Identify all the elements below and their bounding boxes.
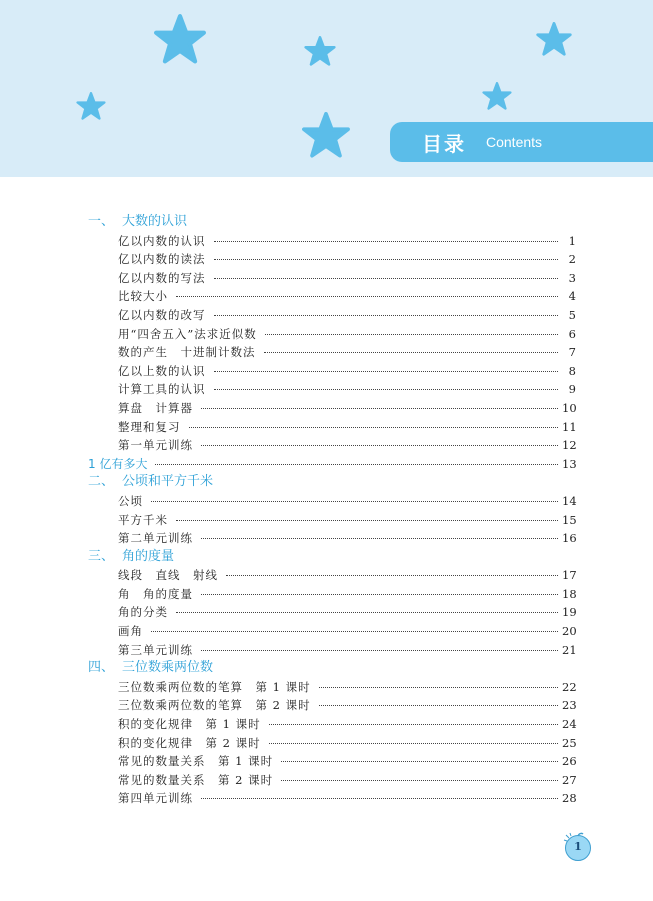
dot-leader xyxy=(176,612,558,613)
entry-label: 用“四舍五入”法求近似数 xyxy=(118,326,257,341)
dot-leader xyxy=(151,501,558,502)
entry-page: 4 xyxy=(568,289,576,304)
dot-leader xyxy=(226,575,558,576)
entry-label: 亿以内数的写法 xyxy=(118,270,206,285)
toc-entry[interactable] xyxy=(88,287,576,306)
toc-entry[interactable] xyxy=(88,232,576,251)
entry-page: 16 xyxy=(562,531,577,546)
dot-leader xyxy=(281,761,558,762)
dot-leader xyxy=(319,687,558,688)
toc-entry[interactable] xyxy=(88,362,576,381)
entry-page: 5 xyxy=(568,307,576,322)
section-title: 大数的认识 xyxy=(122,214,188,229)
entry-page: 2 xyxy=(568,252,576,267)
dot-leader xyxy=(269,724,558,725)
entry-page: 9 xyxy=(568,382,576,397)
section-number: 四、 xyxy=(88,660,115,676)
dot-leader xyxy=(151,631,558,632)
entry-page: 17 xyxy=(562,568,577,583)
entry-page: 19 xyxy=(562,605,577,620)
entry-label: 公顷 xyxy=(118,493,143,508)
star-icon xyxy=(536,22,572,56)
entry-label: 平方千米 xyxy=(118,512,168,527)
dot-leader xyxy=(319,705,558,706)
dot-leader xyxy=(214,259,559,260)
entry-label: 三位数乘两位数的笔算 第 2 课时 xyxy=(118,698,311,713)
section-heading[interactable] xyxy=(88,213,576,232)
section-title: 三位数乘两位数 xyxy=(122,660,214,676)
entry-page: 15 xyxy=(562,512,577,527)
dot-leader xyxy=(265,334,558,335)
dot-leader xyxy=(189,427,559,428)
toc-entry[interactable] xyxy=(88,399,576,418)
dot-leader xyxy=(214,371,559,372)
entry-label: 整理和复习 xyxy=(118,419,181,434)
entry-label: 数的产生 十进制计数法 xyxy=(118,345,256,360)
entry-label: 亿以内数的认识 xyxy=(118,233,206,248)
toc-entry[interactable] xyxy=(88,269,576,288)
entry-label: 画角 xyxy=(118,624,143,639)
section-title: 角的度量 xyxy=(122,548,175,564)
entry-page: 22 xyxy=(562,679,577,694)
section-title: 公顷和平方千米 xyxy=(122,474,214,490)
star-icon xyxy=(302,112,350,158)
entry-page: 21 xyxy=(562,642,577,657)
dot-leader xyxy=(214,389,559,390)
entry-page: 8 xyxy=(568,363,576,378)
entry-page: 7 xyxy=(568,345,576,360)
entry-label: 比较大小 xyxy=(118,289,168,304)
star-icon xyxy=(304,36,336,66)
entry-label: 第二单元训练 xyxy=(118,531,193,546)
toc-entry[interactable] xyxy=(88,343,576,362)
page-subtitle: Contents xyxy=(486,134,543,150)
entry-page: 23 xyxy=(562,698,577,713)
entry-label: 亿以内数的改写 xyxy=(118,307,206,322)
dot-leader xyxy=(201,445,558,446)
toc-entry[interactable] xyxy=(88,622,576,641)
entry-label: 角 角的度量 xyxy=(118,586,193,601)
dot-leader xyxy=(214,241,559,242)
toc-entry[interactable] xyxy=(88,789,576,808)
section-number: 三、 xyxy=(88,548,115,564)
toc-entry[interactable] xyxy=(88,325,576,344)
toc-entry[interactable] xyxy=(88,436,576,455)
star-icon xyxy=(76,92,106,120)
dot-leader xyxy=(264,352,559,353)
dot-leader xyxy=(176,296,558,297)
toc-entry-standalone[interactable] xyxy=(88,455,576,474)
dot-leader xyxy=(201,408,558,409)
entry-page: 13 xyxy=(562,456,577,471)
toc-entry[interactable] xyxy=(88,306,576,325)
entry-page: 12 xyxy=(562,438,577,453)
entry-page: 3 xyxy=(568,270,576,285)
entry-label: 积的变化规律 第 1 课时 xyxy=(118,717,261,732)
section-heading[interactable] xyxy=(88,548,576,567)
entry-label: 常见的数量关系 第 2 课时 xyxy=(118,772,274,787)
page-number: 1 xyxy=(574,840,582,853)
toc-entry[interactable] xyxy=(88,492,576,511)
toc-entry[interactable] xyxy=(88,771,576,790)
page-number-badge xyxy=(563,832,593,862)
entry-page: 27 xyxy=(562,772,577,787)
dot-leader xyxy=(201,594,558,595)
section-number: 二、 xyxy=(88,474,115,490)
toc-entry[interactable] xyxy=(88,734,576,753)
toc-entry[interactable] xyxy=(88,566,576,585)
entry-label: 算盘 计算器 xyxy=(118,400,193,415)
toc-entry[interactable] xyxy=(88,418,576,437)
entry-label: 亿以上数的认识 xyxy=(118,363,206,378)
entry-page: 10 xyxy=(562,400,577,415)
dot-leader xyxy=(201,798,558,799)
toc-entry[interactable] xyxy=(88,696,576,715)
toc-entry[interactable] xyxy=(88,529,576,548)
dot-leader xyxy=(281,780,558,781)
section-heading[interactable] xyxy=(88,659,576,678)
entry-label: 第三单元训练 xyxy=(118,642,193,657)
entry-page: 11 xyxy=(562,419,577,434)
entry-label: 常见的数量关系 第 1 课时 xyxy=(118,754,274,769)
section-heading[interactable] xyxy=(88,473,576,492)
dot-leader xyxy=(201,538,558,539)
entry-label: 线段 直线 射线 xyxy=(118,568,218,583)
entry-page: 28 xyxy=(562,791,577,806)
toc-entry[interactable] xyxy=(88,511,576,530)
dot-leader xyxy=(214,315,559,316)
toc-entry[interactable] xyxy=(88,752,576,771)
page-title: 目录 xyxy=(422,131,466,156)
entry-page: 24 xyxy=(562,717,577,732)
toc-entry[interactable] xyxy=(88,585,576,604)
title-tab xyxy=(390,122,653,162)
entry-page: 26 xyxy=(562,754,577,769)
entry-page: 6 xyxy=(568,326,576,341)
entry-page: 25 xyxy=(562,735,577,750)
toc-entry[interactable] xyxy=(88,250,576,269)
header-banner xyxy=(0,0,653,177)
toc-entry[interactable] xyxy=(88,678,576,697)
dot-leader xyxy=(214,278,559,279)
toc-entry[interactable] xyxy=(88,715,576,734)
toc-entry[interactable] xyxy=(88,603,576,622)
entry-label: 1 亿有多大 xyxy=(88,456,148,471)
table-of-contents xyxy=(88,213,576,808)
dot-leader xyxy=(269,743,558,744)
entry-page: 18 xyxy=(562,586,577,601)
toc-entry[interactable] xyxy=(88,380,576,399)
entry-page: 20 xyxy=(562,624,577,639)
entry-label: 计算工具的认识 xyxy=(118,382,206,397)
dot-leader xyxy=(155,464,558,465)
entry-label: 第四单元训练 xyxy=(118,791,193,806)
toc-entry[interactable] xyxy=(88,641,576,660)
entry-label: 第一单元训练 xyxy=(118,438,193,453)
entry-label: 角的分类 xyxy=(118,605,168,620)
entry-page: 14 xyxy=(562,493,577,508)
star-icon xyxy=(482,82,512,110)
star-icon xyxy=(154,14,206,64)
entry-label: 三位数乘两位数的笔算 第 1 课时 xyxy=(118,679,311,694)
entry-label: 亿以内数的读法 xyxy=(118,252,206,267)
dot-leader xyxy=(201,650,558,651)
dot-leader xyxy=(176,520,558,521)
entry-page: 1 xyxy=(568,233,576,248)
section-number: 一、 xyxy=(88,214,115,229)
entry-label: 积的变化规律 第 2 课时 xyxy=(118,735,261,750)
